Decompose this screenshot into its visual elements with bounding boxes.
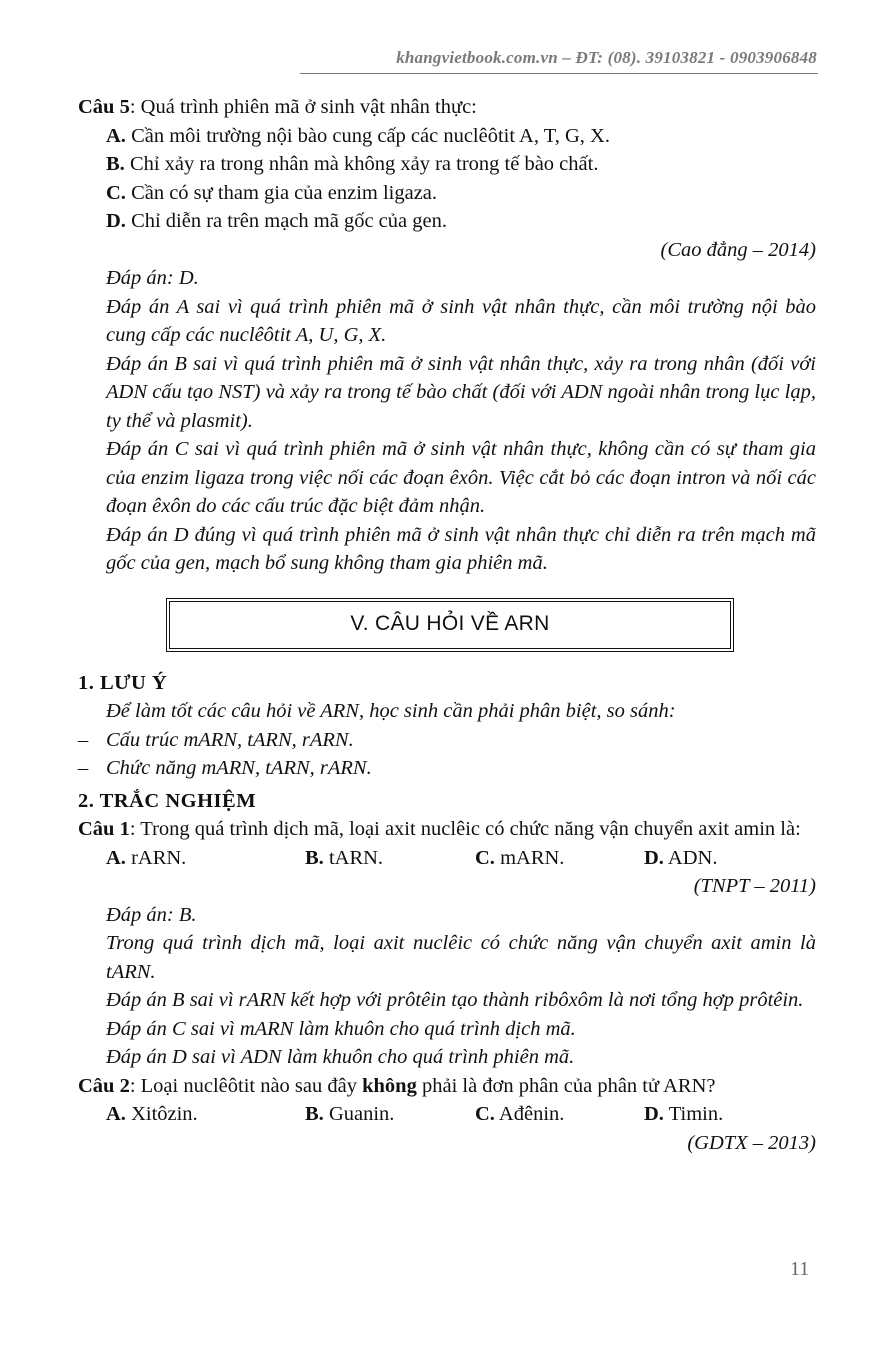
- option-text: rARN.: [125, 846, 187, 869]
- question-label: Câu 1: [78, 818, 130, 840]
- option-text: tARN.: [323, 846, 384, 869]
- note-heading: 1. LƯU Ý: [78, 671, 168, 694]
- option-text: Guanin.: [323, 1103, 395, 1125]
- question-1: [78, 815, 816, 844]
- note-intro: [78, 697, 816, 726]
- option-text: Ađênin.: [494, 1103, 565, 1125]
- question-source: (TNPT – 2011): [693, 875, 816, 897]
- section-title: V. CÂU HỎI VỀ ARN: [350, 612, 550, 636]
- answer-key: Đáp án: B.: [106, 903, 197, 926]
- option-text: Xitôzin.: [125, 1103, 198, 1125]
- question-text: : Loại nuclêôtit nào sau đây: [129, 1074, 363, 1097]
- note-intro-text: Để làm tốt các câu hỏi về ARN, học sinh cần phải phân biệt, so sánh:: [106, 700, 676, 722]
- explanation: Đáp án B sai vì quá trình phiên mã ở sinh vật nhân thực, xảy ra trong nhân (đối với ADN cấu tạo NST) và xảy ra trong tế bào chất (đối với ADN ngoài nhân trong lục lạp, ty thể và plasmit).: [106, 352, 816, 432]
- section-title-box: [169, 601, 731, 649]
- question-text: : Trong quá trình dịch mã, loại axit nuclêic có chức năng vận chuyển axit amin là:: [129, 818, 801, 840]
- option-text: mARN.: [494, 846, 565, 869]
- option-text: Cần môi trường nội bào cung cấp các nuclêôtit A, T, G, X.: [125, 124, 610, 147]
- explanation: Đáp án A sai vì quá trình phiên mã ở sinh vật nhân thực, cần môi trường nội bào cung cấp các nuclêôtit A, U, G, X.: [106, 295, 816, 346]
- option-text: Chỉ xảy ra trong nhân mà không xảy ra trong tế bào chất.: [124, 153, 599, 175]
- page-content: [78, 93, 816, 1157]
- option-d: [644, 1100, 723, 1129]
- question-text: : Quá trình phiên mã ở sinh vật nhân thực:: [129, 96, 477, 118]
- question-5: [78, 93, 816, 122]
- option-letter: A.: [106, 1103, 126, 1125]
- option-c: [475, 844, 644, 873]
- header-rule: [300, 73, 818, 74]
- question-source: (GDTX – 2013): [687, 1131, 816, 1154]
- note-bullet: [78, 726, 816, 755]
- option-letter: C.: [475, 846, 495, 869]
- dash-marker: –: [78, 728, 89, 751]
- bullet-text: Cấu trúc mARN, tARN, rARN.: [106, 728, 354, 751]
- option-d: [644, 844, 717, 873]
- question-label: Câu 5: [78, 96, 130, 118]
- option-a: [106, 1100, 305, 1129]
- explanation: Đáp án C sai vì mARN làm khuôn cho quá trình dịch mã.: [106, 1017, 576, 1040]
- option-text: Timin.: [663, 1103, 724, 1125]
- option-letter: B.: [106, 153, 125, 175]
- option-b: [305, 1100, 475, 1129]
- option-b: [305, 844, 475, 873]
- option-letter: A.: [106, 124, 126, 147]
- option-text: ADN.: [663, 846, 718, 869]
- explanation: Đáp án C sai vì quá trình phiên mã ở sinh vật nhân thực, không cần có sự tham gia của enzim ligaza trong việc nối các đoạn êxôn. Việc cắt bỏ các đoạn intron và nối các đoạn êxôn do các cấu trúc đặc biệt đảm nhận.: [106, 438, 816, 517]
- option-a: [78, 122, 816, 151]
- answer-key: Đáp án: D.: [106, 267, 199, 289]
- explanation: Đáp án D sai vì ADN làm khuôn cho quá trình phiên mã.: [106, 1046, 575, 1068]
- option-d: [78, 207, 816, 236]
- option-letter: C.: [475, 1103, 495, 1125]
- dash-marker: –: [78, 757, 89, 779]
- option-b: [78, 150, 816, 179]
- explanation: Đáp án B sai vì rARN kết hợp với prôtêin tạo thành ribôxôm là nơi tổng hợp prôtêin.: [106, 989, 804, 1011]
- option-text: Chỉ diễn ra trên mạch mã gốc của gen.: [125, 210, 447, 232]
- page-number: 11: [790, 1258, 810, 1280]
- question-2: [78, 1072, 816, 1101]
- quiz-heading: 2. TRẮC NGHIỆM: [78, 789, 257, 812]
- explanation: Trong quá trình dịch mã, loại axit nuclêic có chức năng vận chuyển axit amin là tARN.: [106, 932, 816, 983]
- option-a: [106, 844, 305, 873]
- option-letter: C.: [106, 181, 126, 204]
- option-letter: D.: [644, 1103, 664, 1125]
- option-c: [475, 1100, 644, 1129]
- question-label: Câu 2: [78, 1074, 130, 1097]
- option-letter: B.: [305, 1103, 324, 1125]
- bullet-text: Chức năng mARN, tARN, rARN.: [106, 757, 372, 779]
- option-letter: D.: [644, 846, 664, 869]
- option-letter: B.: [305, 846, 324, 869]
- option-letter: A.: [106, 846, 126, 869]
- question-source: (Cao đẳng – 2014): [660, 238, 816, 261]
- running-header: khangvietbook.com.vn – ĐT: (08). 39103821 - 0903906848: [396, 48, 817, 67]
- options-row: [78, 1100, 816, 1129]
- question-emphasis: không: [362, 1074, 417, 1097]
- options-row: [78, 844, 816, 873]
- option-text: Cần có sự tham gia của enzim ligaza.: [125, 181, 438, 204]
- note-bullet: [78, 754, 816, 783]
- question-text: phải là đơn phân của phân tử ARN?: [416, 1074, 716, 1097]
- answer-block: [78, 264, 816, 578]
- explanation: Đáp án D đúng vì quá trình phiên mã ở sinh vật nhân thực chỉ diễn ra trên mạch mã gốc của gen, mạch bổ sung không tham gia phiên mã.: [106, 523, 816, 574]
- option-c: [78, 179, 816, 208]
- option-letter: D.: [106, 210, 126, 232]
- answer-block: [78, 901, 816, 1072]
